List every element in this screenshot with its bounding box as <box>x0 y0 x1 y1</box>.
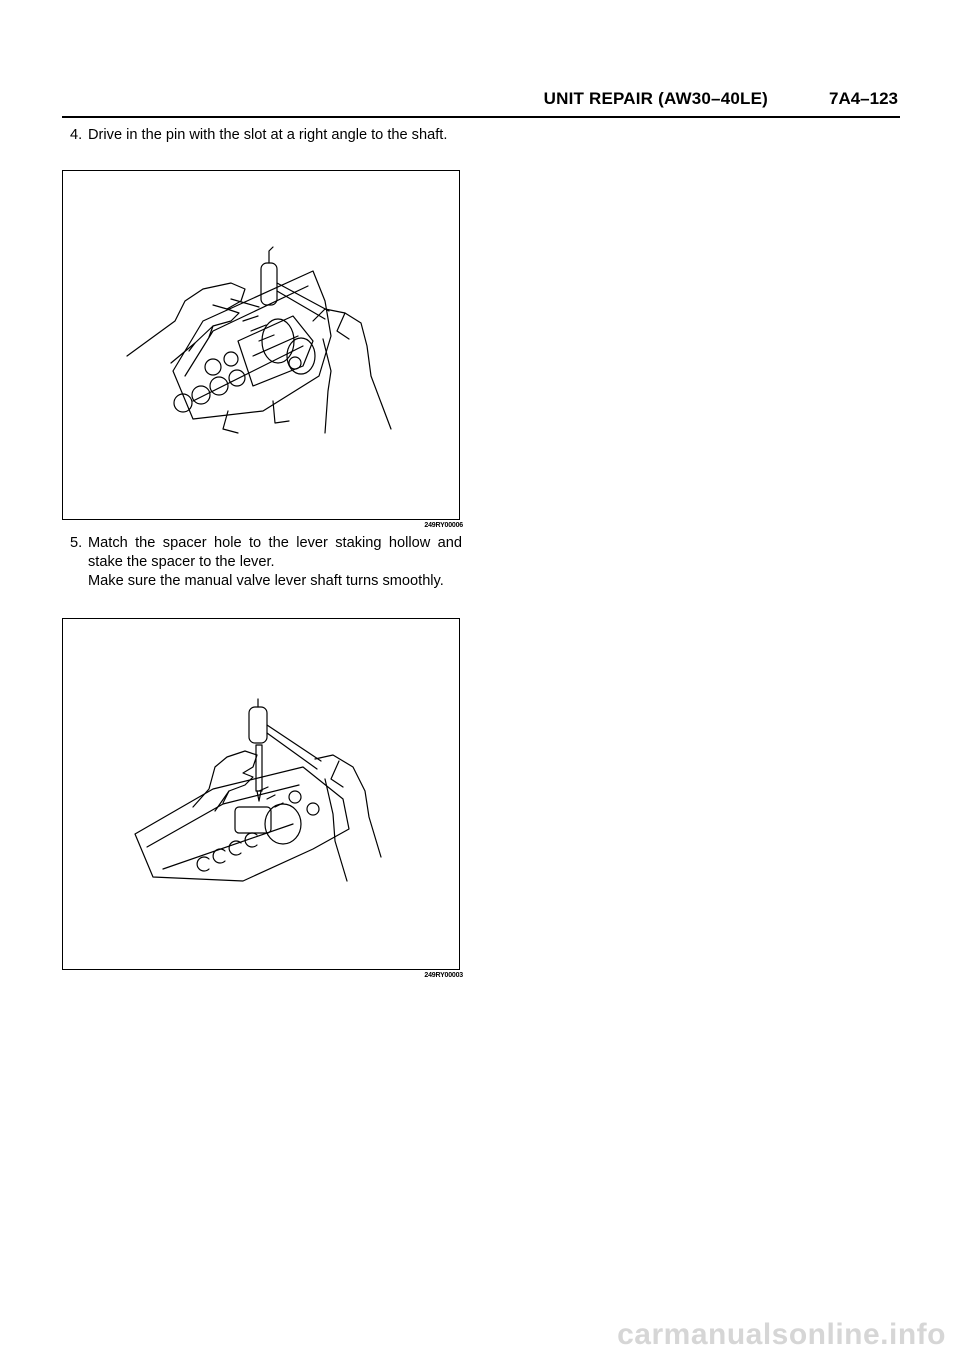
figure-1 <box>62 170 463 529</box>
step-paragraph: Make sure the manual valve lever shaft turns smoothly. <box>88 573 444 589</box>
step-number: 5. <box>70 535 83 551</box>
step-text <box>88 534 462 591</box>
step-paragraph: Match the spacer hole to the lever staking hollow and stake the spacer to the lever. <box>88 535 462 570</box>
step-number: 4. <box>70 127 83 143</box>
step-text <box>88 126 462 145</box>
section-title: UNIT REPAIR (AW30–40LE) <box>543 89 768 108</box>
page-header <box>62 86 900 118</box>
step-5 <box>70 534 462 591</box>
watermark: carmanualsonline.info <box>617 1318 946 1351</box>
page-number: 7A4–123 <box>828 89 898 108</box>
hammer-spacer-stake-illustration <box>63 619 459 969</box>
step-paragraph: Drive in the pin with the slot at a right angle to the shaft. <box>88 127 448 143</box>
figure-code: 249RY00003 <box>424 972 463 979</box>
step-4 <box>70 126 462 145</box>
figure-2 <box>62 618 463 979</box>
figure-code: 249RY00006 <box>424 522 463 529</box>
hammer-pin-drive-illustration <box>63 171 459 519</box>
